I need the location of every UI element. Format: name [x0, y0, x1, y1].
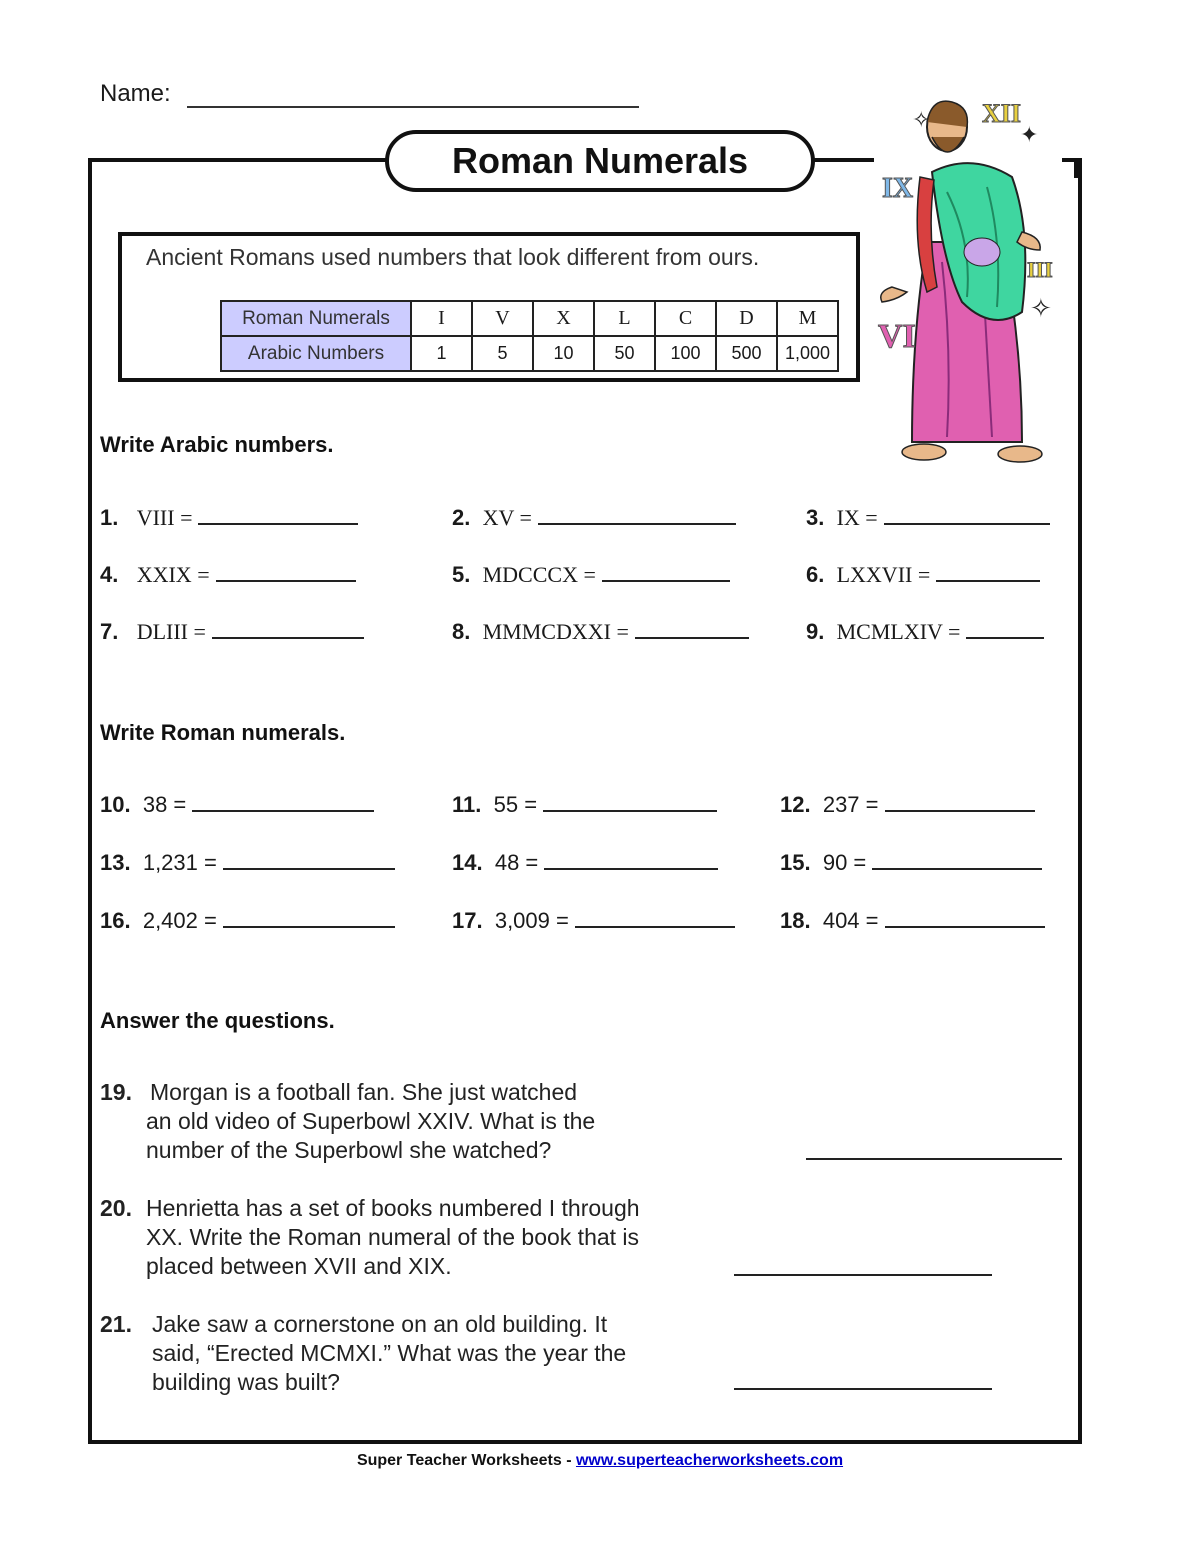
- item-number: 6.: [806, 562, 825, 587]
- question-item: [780, 850, 1042, 876]
- answer-blank[interactable]: [544, 850, 718, 870]
- question-item: [780, 792, 1035, 818]
- answer-blank[interactable]: [216, 562, 356, 582]
- answer-blank[interactable]: [872, 850, 1042, 870]
- question-text: [146, 1078, 596, 1165]
- roman-cell: D: [716, 301, 777, 336]
- item-expression: 55 =: [493, 792, 538, 817]
- item-number: 12.: [780, 792, 811, 817]
- question-item: [806, 505, 1050, 531]
- question-text: [152, 1310, 626, 1397]
- name-label: Name:: [100, 80, 171, 107]
- question-item: [452, 619, 749, 645]
- answer-blank[interactable]: [884, 505, 1050, 525]
- question-line: Morgan is a football fan. She just watched: [150, 1079, 578, 1105]
- svg-text:✦: ✦: [1020, 123, 1039, 148]
- arabic-row: [221, 336, 838, 371]
- arabic-cell: 10: [533, 336, 594, 371]
- item-number: 18.: [780, 908, 811, 933]
- roman-cell: C: [655, 301, 716, 336]
- item-number: 17.: [452, 908, 483, 933]
- arabic-cell: 500: [716, 336, 777, 371]
- roman-row: [221, 301, 838, 336]
- item-expression: 90 =: [822, 850, 867, 875]
- question-line: an old video of Superbowl XXIV. What is the: [146, 1108, 596, 1134]
- section-heading-arabic: Write Arabic numbers.: [100, 432, 334, 457]
- name-field: [100, 80, 639, 108]
- question-item: [806, 619, 1044, 645]
- question-item: [100, 505, 358, 531]
- question-item: [100, 619, 364, 645]
- item-number: 15.: [780, 850, 811, 875]
- item-number: 16.: [100, 908, 131, 933]
- question-item: [100, 908, 395, 934]
- item-expression: 48 =: [494, 850, 539, 875]
- footer: [0, 1452, 1200, 1470]
- question-line: Jake saw a cornerstone on an old building. It: [152, 1311, 608, 1337]
- question-item: [100, 792, 374, 818]
- arabic-cell: 100: [655, 336, 716, 371]
- item-expression: IX =: [836, 505, 878, 530]
- numeral-iii: III: [1027, 257, 1053, 282]
- question-item: [452, 908, 735, 934]
- answer-blank[interactable]: [543, 792, 717, 812]
- roman-cell: M: [777, 301, 838, 336]
- question-line: building was built?: [152, 1369, 340, 1395]
- roman-cell: L: [594, 301, 655, 336]
- answer-blank[interactable]: [635, 619, 749, 639]
- question-item: [452, 850, 718, 876]
- question-item: [452, 505, 736, 531]
- item-expression: 38 =: [142, 792, 187, 817]
- answer-blank[interactable]: [538, 505, 736, 525]
- answer-blank[interactable]: [212, 619, 364, 639]
- name-blank[interactable]: [187, 84, 639, 108]
- item-number: 1.: [100, 505, 119, 530]
- arabic-cell: 1,000: [777, 336, 838, 371]
- svg-text:✧: ✧: [912, 108, 931, 133]
- frame-top-left: [88, 158, 388, 162]
- question-number: 21.: [100, 1311, 132, 1337]
- item-expression: XV =: [482, 505, 532, 530]
- question-line: XX. Write the Roman numeral of the book that is: [146, 1224, 640, 1250]
- item-expression: LXXVII =: [836, 562, 931, 587]
- question-item: [452, 792, 717, 818]
- answer-blank[interactable]: [223, 850, 395, 870]
- item-number: 3.: [806, 505, 825, 530]
- item-number: 5.: [452, 562, 471, 587]
- frame-right-cap: [1074, 158, 1078, 178]
- item-expression: DLIII =: [136, 619, 206, 644]
- item-expression: MDCCCX =: [482, 562, 596, 587]
- arabic-cell: 1: [411, 336, 472, 371]
- answer-blank[interactable]: [192, 792, 374, 812]
- item-expression: 3,009 =: [494, 908, 569, 933]
- item-number: 2.: [452, 505, 471, 530]
- item-number: 10.: [100, 792, 131, 817]
- question-item: [780, 908, 1045, 934]
- arabic-cell: 50: [594, 336, 655, 371]
- page-title: Roman Numerals: [385, 130, 815, 192]
- intro-text: Ancient Romans used numbers that look different from ours.: [146, 244, 760, 270]
- item-expression: MMMCDXXI =: [482, 619, 629, 644]
- question-line: said, “Erected MCMXI.” What was the year the: [152, 1340, 627, 1366]
- item-number: 9.: [806, 619, 825, 644]
- item-number: 14.: [452, 850, 483, 875]
- item-expression: 1,231 =: [142, 850, 217, 875]
- answer-blank[interactable]: [966, 619, 1044, 639]
- question-line: number of the Superbowl she watched?: [146, 1137, 552, 1163]
- answer-blank[interactable]: [223, 908, 395, 928]
- item-expression: 237 =: [822, 792, 879, 817]
- svg-text:✧: ✧: [1030, 294, 1052, 324]
- footer-label: Super Teacher Worksheets -: [356, 1452, 576, 1469]
- item-expression: 2,402 =: [142, 908, 217, 933]
- question-line: placed between XVII and XIX.: [146, 1253, 452, 1279]
- item-number: 13.: [100, 850, 131, 875]
- answer-line[interactable]: [734, 1274, 992, 1276]
- question-line: Henrietta has a set of books numbered I through: [146, 1195, 640, 1221]
- reference-table: [220, 300, 839, 372]
- question-number: 19.: [100, 1079, 132, 1105]
- answer-line[interactable]: [806, 1158, 1062, 1160]
- item-number: 4.: [100, 562, 119, 587]
- numeral-vi: VI: [878, 318, 916, 355]
- answer-blank[interactable]: [575, 908, 735, 928]
- section-heading-questions: Answer the questions.: [100, 1008, 335, 1033]
- item-expression: MCMLXIV =: [836, 619, 961, 644]
- numeral-xii: XII: [982, 99, 1022, 128]
- answer-line[interactable]: [734, 1388, 992, 1390]
- answer-blank[interactable]: [885, 792, 1035, 812]
- row-header-roman: Roman Numerals: [221, 301, 411, 336]
- row-header-arabic: Arabic Numbers: [221, 336, 411, 371]
- item-number: 7.: [100, 619, 119, 644]
- numeral-ix: IX: [882, 173, 914, 204]
- roman-cell: X: [533, 301, 594, 336]
- question-item: [100, 562, 356, 588]
- section-heading-roman: Write Roman numerals.: [100, 720, 346, 745]
- answer-blank[interactable]: [198, 505, 358, 525]
- item-number: 11.: [452, 792, 482, 817]
- item-expression: VIII =: [136, 505, 193, 530]
- item-number: 8.: [452, 619, 471, 644]
- frame-top-right: [812, 158, 874, 162]
- answer-blank[interactable]: [885, 908, 1045, 928]
- question-text: [146, 1194, 640, 1281]
- question-item: [100, 850, 395, 876]
- item-expression: 404 =: [822, 908, 879, 933]
- question-item: [452, 562, 730, 588]
- item-expression: XXIX =: [136, 562, 210, 587]
- question-number: 20.: [100, 1195, 132, 1221]
- roman-figure-illustration: [872, 92, 1062, 472]
- answer-blank[interactable]: [602, 562, 730, 582]
- roman-cell: V: [472, 301, 533, 336]
- roman-cell: I: [411, 301, 472, 336]
- footer-link[interactable]: www.superteacherworksheets.com: [575, 1452, 844, 1469]
- answer-blank[interactable]: [936, 562, 1040, 582]
- question-item: [806, 562, 1040, 588]
- arabic-cell: 5: [472, 336, 533, 371]
